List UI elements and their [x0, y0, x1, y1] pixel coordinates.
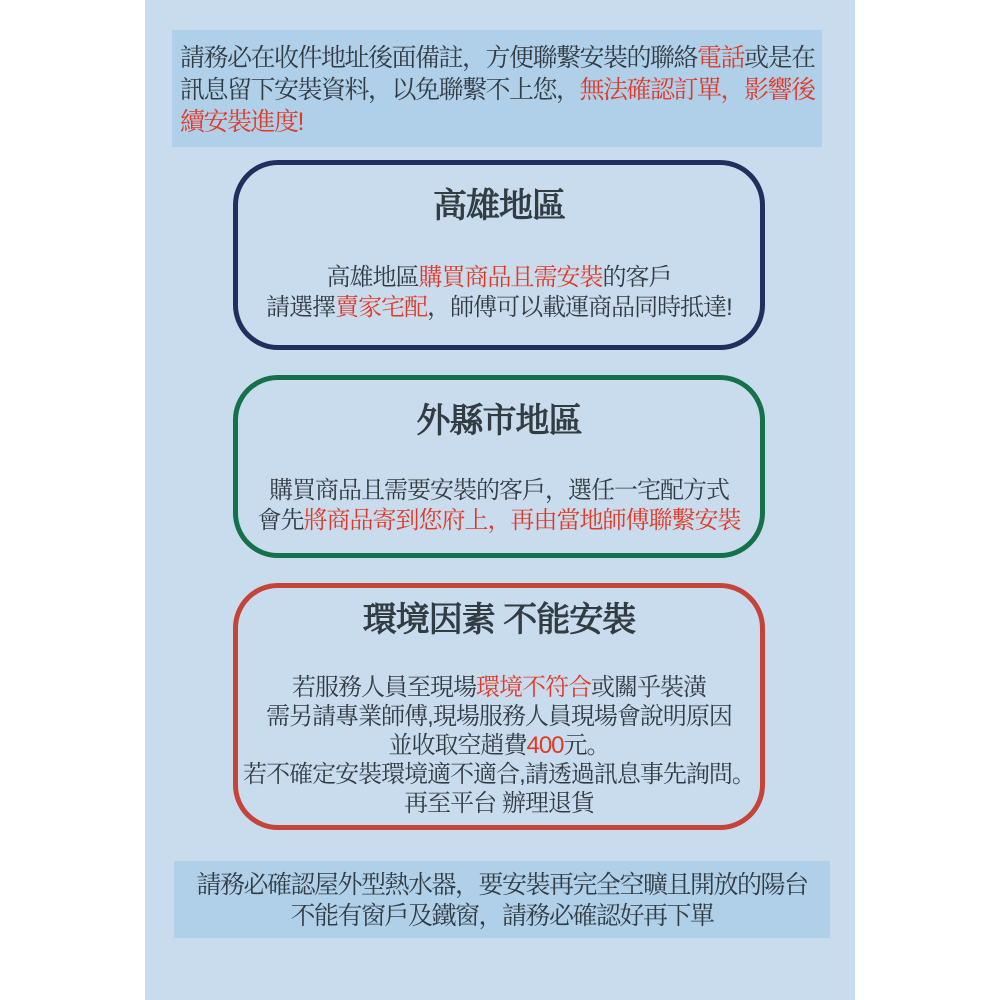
text-line	[238, 263, 760, 293]
body-text: 會先	[257, 507, 304, 534]
body-text: 請務必確認屋外型熱水器，要安裝再完全空曠且開放的陽台	[196, 871, 808, 899]
other-counties-box-body	[238, 476, 760, 536]
text-line	[238, 789, 760, 818]
body-text: 元。	[563, 732, 610, 759]
body-text: 再至平台 辦理退貨	[404, 790, 594, 817]
kaohsiung-box-body	[238, 263, 760, 323]
highlighted-text: 400	[526, 732, 564, 759]
highlighted-text: 購買商品且需安裝	[418, 264, 603, 291]
body-text: 不能有窗戶及鐵窗，請務必確認好再下單	[290, 902, 714, 930]
text-line	[172, 42, 822, 74]
highlighted-text: 賣家宅配	[335, 294, 428, 321]
body-text: 高雄地區	[326, 264, 419, 291]
highlighted-text: 將商品寄到您府上，再由當地師傅聯繫安裝	[303, 507, 741, 534]
text-line	[174, 901, 830, 932]
body-text: 需另請專業師傅,現場服務人員現場會說明原因	[266, 703, 732, 730]
bottom-notice-text	[174, 870, 830, 932]
top-notice-text	[172, 30, 822, 138]
highlighted-text: 續安裝進度!	[180, 108, 303, 136]
body-text: 若服務人員至現場	[292, 674, 476, 701]
body-text: 請務必在收件地址後面備註，方便聯繫安裝的聯絡	[180, 44, 698, 72]
highlighted-text: 環境不符合	[476, 674, 591, 701]
bottom-notice-panel	[174, 861, 830, 938]
highlighted-text: 無法確認訂單，影響後	[579, 76, 815, 104]
text-line	[172, 74, 822, 106]
body-text: ，師傅可以載運商品同時抵達!	[427, 294, 732, 321]
text-line	[238, 293, 760, 323]
environment-factors-box	[233, 583, 765, 830]
body-text: 並收取空趙費	[388, 732, 527, 759]
region-box-kaohsiung	[233, 160, 765, 350]
highlighted-text: 電話	[697, 44, 745, 72]
body-text: 請選擇	[266, 294, 336, 321]
text-line	[238, 731, 760, 760]
text-line	[238, 673, 760, 702]
kaohsiung-box-title: 高雄地區	[433, 187, 565, 225]
body-text: 或是在	[744, 44, 815, 72]
top-notice-panel	[172, 30, 822, 147]
body-text: 訊息留下安裝資料，以免聯繫不上您，	[180, 76, 580, 104]
region-box-other-counties	[233, 375, 765, 558]
text-line	[238, 760, 760, 789]
text-line	[174, 870, 830, 901]
body-text: 或關乎裝潢	[591, 674, 706, 701]
text-line	[238, 506, 760, 536]
poster-background	[145, 0, 855, 1000]
body-text: 若不確定安裝環境適不適合,請透過訊息事先詢問。	[243, 761, 755, 788]
text-line	[238, 476, 760, 506]
other-counties-box-title: 外縣市地區	[416, 402, 582, 440]
text-line	[172, 106, 822, 138]
body-text: 購買商品且需要安裝的客戶，選任一宅配方式	[269, 477, 729, 504]
body-text: 的客戶	[602, 264, 672, 291]
environment-box-body	[238, 673, 760, 818]
text-line	[238, 702, 760, 731]
environment-box-title: 環境因素 不能安裝	[362, 601, 636, 639]
